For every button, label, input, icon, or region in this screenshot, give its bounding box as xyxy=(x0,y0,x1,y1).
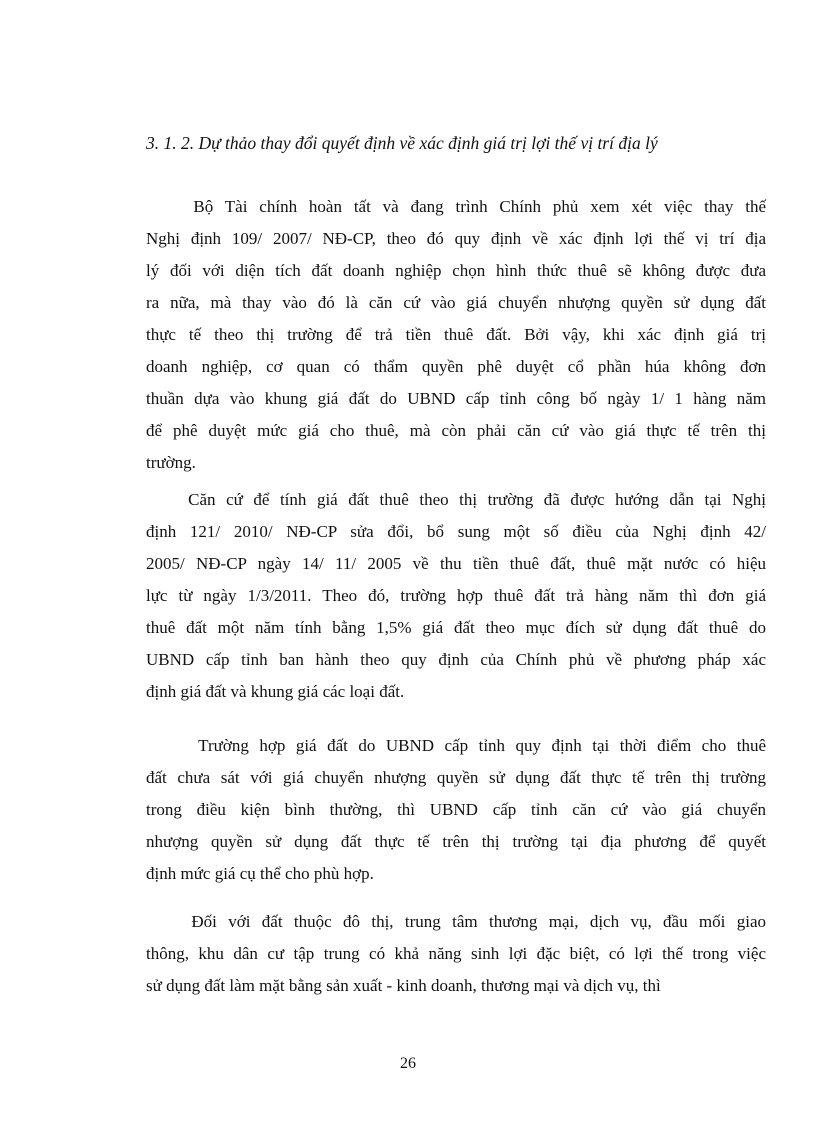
page-number: 26 xyxy=(400,1055,416,1072)
paragraph-line: trường. xyxy=(146,453,196,472)
paragraph-line: định mức giá cụ thể cho phù hợp. xyxy=(146,864,374,883)
paragraph-line: định 121/ 2010/ NĐ-CP sửa đổi, bổ sung một số điều của Nghị định 42/ xyxy=(146,522,766,541)
paragraph-line: Đối với đất thuộc đô thị, trung tâm thương mại, dịch vụ, đầu mối giao xyxy=(146,912,766,931)
paragraph-line: để phê duyệt mức giá cho thuê, mà còn phải căn cứ vào giá thực tế trên thị xyxy=(146,421,766,440)
paragraph-line: Căn cứ để tính giá đất thuê theo thị trường đã được hướng dẫn tại Nghị xyxy=(146,490,766,509)
paragraph-4 xyxy=(146,906,766,1002)
paragraph-line: lực từ ngày 1/3/2011. Theo đó, trường hợp thuê đất trả hàng năm thì đơn giá xyxy=(146,586,766,605)
paragraph-line: trong điều kiện bình thường, thì UBND cấp tỉnh căn cứ vào giá chuyển xyxy=(146,800,766,819)
paragraph-line: doanh nghiệp, cơ quan có thẩm quyền phê duyệt cổ phần húa không đơn xyxy=(146,357,766,376)
paragraph-line: thuê đất một năm tính bằng 1,5% giá đất theo mục đích sử dụng đất thuê do xyxy=(146,618,766,637)
paragraph-line: nhượng quyền sử dụng đất thực tế trên thị trường tại địa phương để quyết xyxy=(146,832,766,851)
paragraph-line: đất chưa sát với giá chuyển nhượng quyền sử dụng đất thực tế trên thị trường xyxy=(146,768,766,787)
paragraph-line: thực tế theo thị trường để trả tiền thuê đất. Bởi vậy, khi xác định giá trị xyxy=(146,325,766,344)
paragraph-line: ra nữa, mà thay vào đó là căn cứ vào giá chuyển nhượng quyền sử dụng đất xyxy=(146,293,766,312)
paragraph-line: 2005/ NĐ-CP ngày 14/ 11/ 2005 về thu tiền thuê đất, thuê mặt nước có hiệu xyxy=(146,554,766,573)
paragraph-line: thuần dựa vào khung giá đất do UBND cấp tỉnh công bố ngày 1/ 1 hàng năm xyxy=(146,389,766,408)
paragraph-line: sử dụng đất làm mặt bằng sản xuất - kinh doanh, thương mại và dịch vụ, thì xyxy=(146,976,661,995)
paragraph-2 xyxy=(146,484,766,708)
paragraph-line: UBND cấp tỉnh ban hành theo quy định của Chính phủ về phương pháp xác xyxy=(146,650,766,669)
paragraph-line: định giá đất và khung giá các loại đất. xyxy=(146,682,405,701)
paragraph-line: thông, khu dân cư tập trung có khả năng sinh lợi đặc biệt, có lợi thế trong việc xyxy=(146,944,766,963)
paragraph-3 xyxy=(146,730,766,890)
paragraph-line: Bộ Tài chính hoàn tất và đang trình Chính phủ xem xét việc thay thế xyxy=(146,197,766,216)
section-heading: 3. 1. 2. Dự thảo thay đổi quyết định về xác định giá trị lợi thế vị trí địa lý xyxy=(146,133,658,153)
paragraph-line: Trường hợp giá đất do UBND cấp tỉnh quy định tại thời điểm cho thuê xyxy=(146,736,766,755)
paragraph-1 xyxy=(146,191,766,479)
paragraph-line: lý đối với diện tích đất doanh nghiệp chọn hình thức thuê sẽ không được đưa xyxy=(146,261,766,280)
paragraph-line: Nghị định 109/ 2007/ NĐ-CP, theo đó quy định về xác định lợi thế vị trí địa xyxy=(146,229,766,248)
